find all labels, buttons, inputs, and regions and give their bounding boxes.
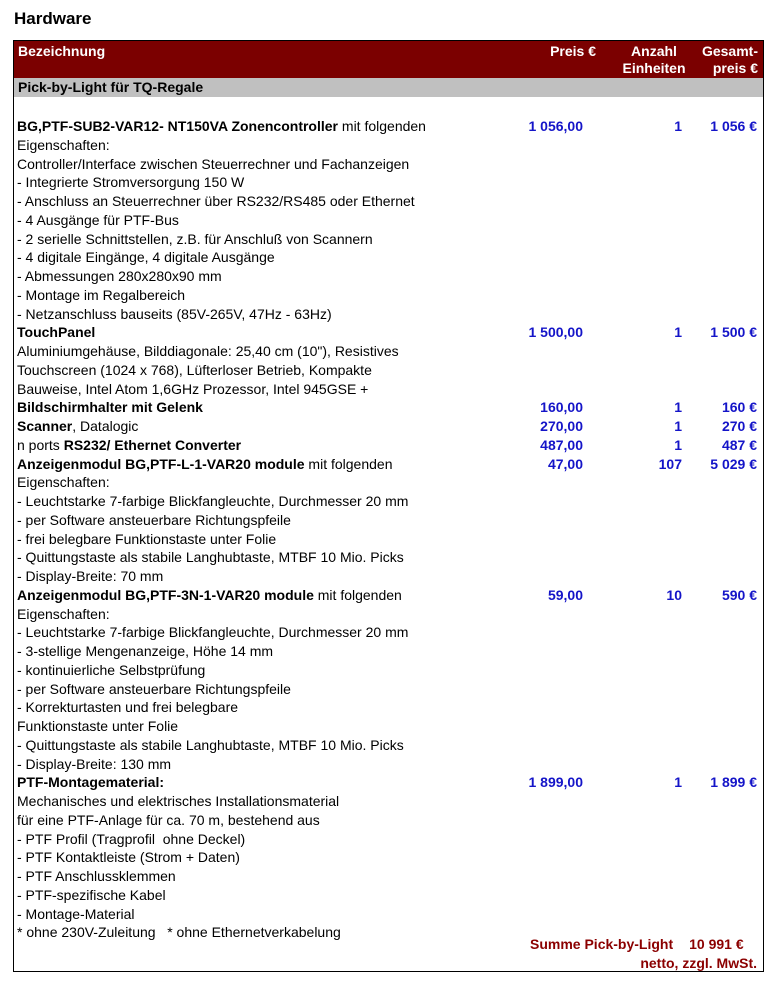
unit-price: 1 056,00 bbox=[528, 118, 583, 134]
item-description bbox=[17, 305, 332, 324]
item-description bbox=[17, 530, 276, 549]
item-text: mit folgenden bbox=[313, 586, 402, 603]
total-price: 270 € bbox=[721, 418, 757, 434]
table-row bbox=[0, 398, 777, 417]
item-description bbox=[17, 117, 426, 136]
quantity: 10 bbox=[666, 586, 682, 603]
item-text: Eigenschaften: bbox=[17, 136, 110, 153]
table-row bbox=[0, 492, 777, 511]
item-text: - kontinuierliche Selbstprüfung bbox=[17, 661, 206, 678]
item-description bbox=[17, 811, 320, 830]
total-price: 5 029 € bbox=[710, 455, 757, 472]
header-anzahl-line1: Anzahl bbox=[631, 43, 677, 59]
item-text: - 4 digitale Eingänge, 4 digitale Ausgänge bbox=[17, 249, 275, 266]
item-description bbox=[17, 923, 341, 942]
item-description bbox=[17, 698, 238, 717]
item-description bbox=[17, 792, 339, 811]
table-row bbox=[0, 905, 777, 924]
table-row bbox=[0, 755, 777, 774]
item-name: TouchPanel bbox=[17, 324, 96, 341]
item-description bbox=[17, 417, 138, 436]
total-price: 1 899 € bbox=[710, 774, 757, 791]
item-description bbox=[17, 680, 291, 699]
item-text: - Leuchtstarke 7-farbige Blickfangleuchte, Durchmesser 20 mm bbox=[17, 624, 409, 641]
table-row bbox=[0, 342, 777, 361]
table-row bbox=[0, 811, 777, 830]
item-description bbox=[17, 230, 373, 249]
total-price: 1 500 € bbox=[710, 324, 757, 341]
item-name: Anzeigenmodul BG,PTF-3N-1-VAR20 module bbox=[17, 586, 314, 603]
item-description bbox=[17, 267, 222, 286]
table-row bbox=[0, 248, 777, 267]
item-name: Anzeigenmodul BG,PTF-L-1-VAR20 module bbox=[17, 455, 305, 472]
unit-price: 160,00 bbox=[540, 399, 583, 416]
table-row bbox=[0, 117, 777, 136]
item-text: * ohne 230V-Zuleitung * ohne Ethernetverkabelung bbox=[17, 924, 341, 941]
table-row bbox=[0, 792, 777, 811]
item-description bbox=[17, 848, 240, 867]
item-description bbox=[17, 567, 163, 586]
table-row bbox=[0, 417, 777, 436]
table-row bbox=[0, 286, 777, 305]
item-description bbox=[17, 661, 205, 680]
item-description bbox=[17, 773, 164, 792]
table-row bbox=[0, 586, 777, 605]
item-description bbox=[17, 473, 110, 492]
unit-price: 487,00 bbox=[540, 436, 583, 453]
item-description bbox=[17, 361, 372, 380]
table-row bbox=[0, 173, 777, 192]
table-row bbox=[0, 511, 777, 530]
item-text: Controller/Interface zwischen Steuerrechner und Fachanzeigen bbox=[17, 155, 410, 172]
item-text: - PTF Kontaktleiste (Strom + Daten) bbox=[17, 849, 240, 866]
table-row bbox=[0, 642, 777, 661]
item-description bbox=[17, 211, 179, 230]
item-description bbox=[17, 436, 241, 455]
header-bezeichnung: Bezeichnung bbox=[18, 43, 106, 59]
summary-line bbox=[530, 936, 744, 952]
summary-note: netto, zzgl. MwSt. bbox=[640, 955, 757, 971]
table-row bbox=[0, 623, 777, 642]
item-text: mit folgenden bbox=[338, 118, 426, 134]
item-text: Touchscreen (1024 x 768), Lüfterloser Betrieb, Kompakte bbox=[17, 361, 372, 378]
quantity: 1 bbox=[674, 324, 682, 341]
table-row bbox=[0, 848, 777, 867]
table-row bbox=[0, 717, 777, 736]
item-text: - 3-stellige Mengenanzeige, Höhe 14 mm bbox=[17, 643, 274, 659]
item-text: Aluminiumgehäuse, Bilddiagonale: 25,40 cm (10"), Resistives bbox=[17, 343, 399, 359]
item-description bbox=[17, 830, 245, 849]
item-text: Eigenschaften: bbox=[17, 474, 110, 491]
item-description bbox=[17, 867, 176, 886]
summary-value: 10 991 € bbox=[689, 936, 744, 952]
item-text: - Display-Breite: 70 mm bbox=[17, 568, 164, 584]
item-name: Bildschirmhalter mit Gelenk bbox=[17, 399, 203, 416]
item-description bbox=[17, 173, 244, 192]
total-price: 1 056 € bbox=[710, 118, 757, 134]
header-anzahl-line2: Einheiten bbox=[622, 60, 686, 76]
item-description bbox=[17, 342, 399, 361]
table-row bbox=[0, 323, 777, 342]
table-header bbox=[14, 41, 763, 78]
table-row bbox=[0, 773, 777, 792]
quantity: 1 bbox=[674, 774, 682, 791]
unit-price: 270,00 bbox=[540, 418, 583, 434]
unit-price: 47,00 bbox=[547, 455, 583, 472]
unit-price: 1 500,00 bbox=[528, 324, 583, 341]
section-heading bbox=[14, 78, 763, 97]
item-text: - PTF-spezifische Kabel bbox=[17, 886, 166, 903]
quantity: 1 bbox=[674, 118, 682, 134]
table-row bbox=[0, 548, 777, 567]
table-row bbox=[0, 698, 777, 717]
quantity: 107 bbox=[658, 455, 682, 472]
item-description bbox=[17, 192, 415, 211]
table-row bbox=[0, 680, 777, 699]
item-description bbox=[17, 586, 402, 605]
table-row bbox=[0, 267, 777, 286]
item-description bbox=[17, 323, 95, 342]
quantity: 1 bbox=[674, 436, 682, 453]
item-text: n ports bbox=[17, 436, 64, 453]
table-row bbox=[0, 155, 777, 174]
item-name: RS232/ Ethernet Converter bbox=[63, 436, 242, 453]
page-title: Hardware bbox=[14, 9, 92, 28]
table-row bbox=[0, 530, 777, 549]
header-preis: Preis € bbox=[550, 43, 596, 59]
item-description bbox=[17, 736, 404, 755]
table-row bbox=[0, 886, 777, 905]
total-price: 160 € bbox=[721, 399, 757, 416]
item-text: Funktionstaste unter Folie bbox=[17, 718, 179, 734]
item-description bbox=[17, 548, 404, 567]
item-text: - Quittungstaste als stabile Langhubtaste, MTBF 10 Mio. Picks bbox=[17, 549, 404, 566]
table-row bbox=[0, 867, 777, 886]
table-row bbox=[0, 361, 777, 380]
table-row bbox=[0, 605, 777, 624]
item-text: - frei belegbare Funktionstaste unter Folie bbox=[17, 530, 277, 547]
item-description bbox=[17, 905, 135, 924]
item-text: - 2 serielle Schnittstellen, z.B. für Anschluß von Scannern bbox=[17, 230, 373, 247]
item-text: - PTF Profil (Tragprofil ohne Deckel) bbox=[17, 830, 246, 847]
item-description bbox=[17, 755, 171, 774]
item-name: Scanner bbox=[17, 418, 73, 434]
item-description bbox=[17, 717, 178, 736]
header-gesamt-line2: preis € bbox=[712, 60, 758, 76]
item-text: - per Software ansteuerbare Richtungspfeile bbox=[17, 511, 291, 528]
table-row bbox=[0, 736, 777, 755]
item-description bbox=[17, 642, 273, 661]
item-text: Bauweise, Intel Atom 1,6GHz Prozessor, Intel 945GSE + bbox=[17, 380, 369, 397]
table-row bbox=[0, 211, 777, 230]
item-text: - Quittungstaste als stabile Langhubtaste, MTBF 10 Mio. Picks bbox=[17, 736, 404, 753]
item-name: BG,PTF-SUB2-VAR12- NT150VA Zonencontroller bbox=[17, 118, 339, 134]
table-row bbox=[0, 305, 777, 324]
section-title: Pick-by-Light für TQ-Regale bbox=[18, 79, 204, 95]
table-row bbox=[0, 192, 777, 211]
item-text: - PTF Anschlussklemmen bbox=[17, 868, 176, 884]
item-text: für eine PTF-Anlage für ca. 70 m, bestehend aus bbox=[17, 811, 320, 828]
item-text: - Montage-Material bbox=[17, 905, 135, 922]
table-row bbox=[0, 136, 777, 155]
item-text: - Leuchtstarke 7-farbige Blickfangleuchte, Durchmesser 20 mm bbox=[17, 493, 409, 509]
item-description bbox=[17, 155, 409, 174]
item-description bbox=[17, 136, 110, 155]
item-description bbox=[17, 886, 166, 905]
item-description bbox=[17, 455, 392, 474]
item-description bbox=[17, 380, 368, 399]
total-price: 590 € bbox=[721, 586, 757, 603]
item-text: - Integrierte Stromversorgung 150 W bbox=[17, 174, 245, 191]
item-text: - Abmessungen 280x280x90 mm bbox=[17, 268, 222, 284]
item-description bbox=[17, 623, 408, 642]
table-row bbox=[0, 455, 777, 474]
summary-label: Summe Pick-by-Light bbox=[530, 936, 674, 952]
table-row bbox=[0, 230, 777, 249]
table-row bbox=[0, 830, 777, 849]
item-name: PTF-Montagematerial: bbox=[17, 774, 165, 791]
item-text: - 4 Ausgänge für PTF-Bus bbox=[17, 211, 179, 228]
table-row bbox=[0, 380, 777, 399]
unit-price: 1 899,00 bbox=[528, 774, 583, 791]
total-price: 487 € bbox=[721, 436, 757, 453]
quantity: 1 bbox=[674, 399, 682, 416]
item-text: mit folgenden bbox=[304, 455, 393, 472]
unit-price: 59,00 bbox=[547, 586, 583, 603]
item-text: - Montage im Regalbereich bbox=[17, 286, 186, 303]
item-description bbox=[17, 492, 408, 511]
item-text: , Datalogic bbox=[72, 418, 139, 434]
item-text: Eigenschaften: bbox=[17, 605, 110, 622]
header-gesamtpreis bbox=[678, 43, 758, 77]
item-text: - per Software ansteuerbare Richtungspfeile bbox=[17, 680, 291, 697]
item-description bbox=[17, 605, 110, 624]
item-text: - Anschluss an Steuerrechner über RS232/RS485 oder Ethernet bbox=[17, 193, 415, 209]
item-text: - Display-Breite: 130 mm bbox=[17, 755, 172, 772]
header-gesamt-line1: Gesamt- bbox=[701, 43, 758, 59]
item-text: - Korrekturtasten und frei belegbare bbox=[17, 699, 239, 716]
table-row bbox=[0, 567, 777, 586]
quantity: 1 bbox=[674, 418, 682, 434]
table-row bbox=[0, 473, 777, 492]
item-description bbox=[17, 398, 203, 417]
table-row bbox=[0, 661, 777, 680]
item-description bbox=[17, 248, 275, 267]
item-text: Mechanisches und elektrisches Installationsmaterial bbox=[17, 793, 340, 809]
item-description bbox=[17, 286, 185, 305]
table-row bbox=[0, 436, 777, 455]
item-text: - Netzanschluss bauseits (85V-265V, 47Hz - 63Hz) bbox=[17, 305, 332, 322]
item-description bbox=[17, 511, 291, 530]
